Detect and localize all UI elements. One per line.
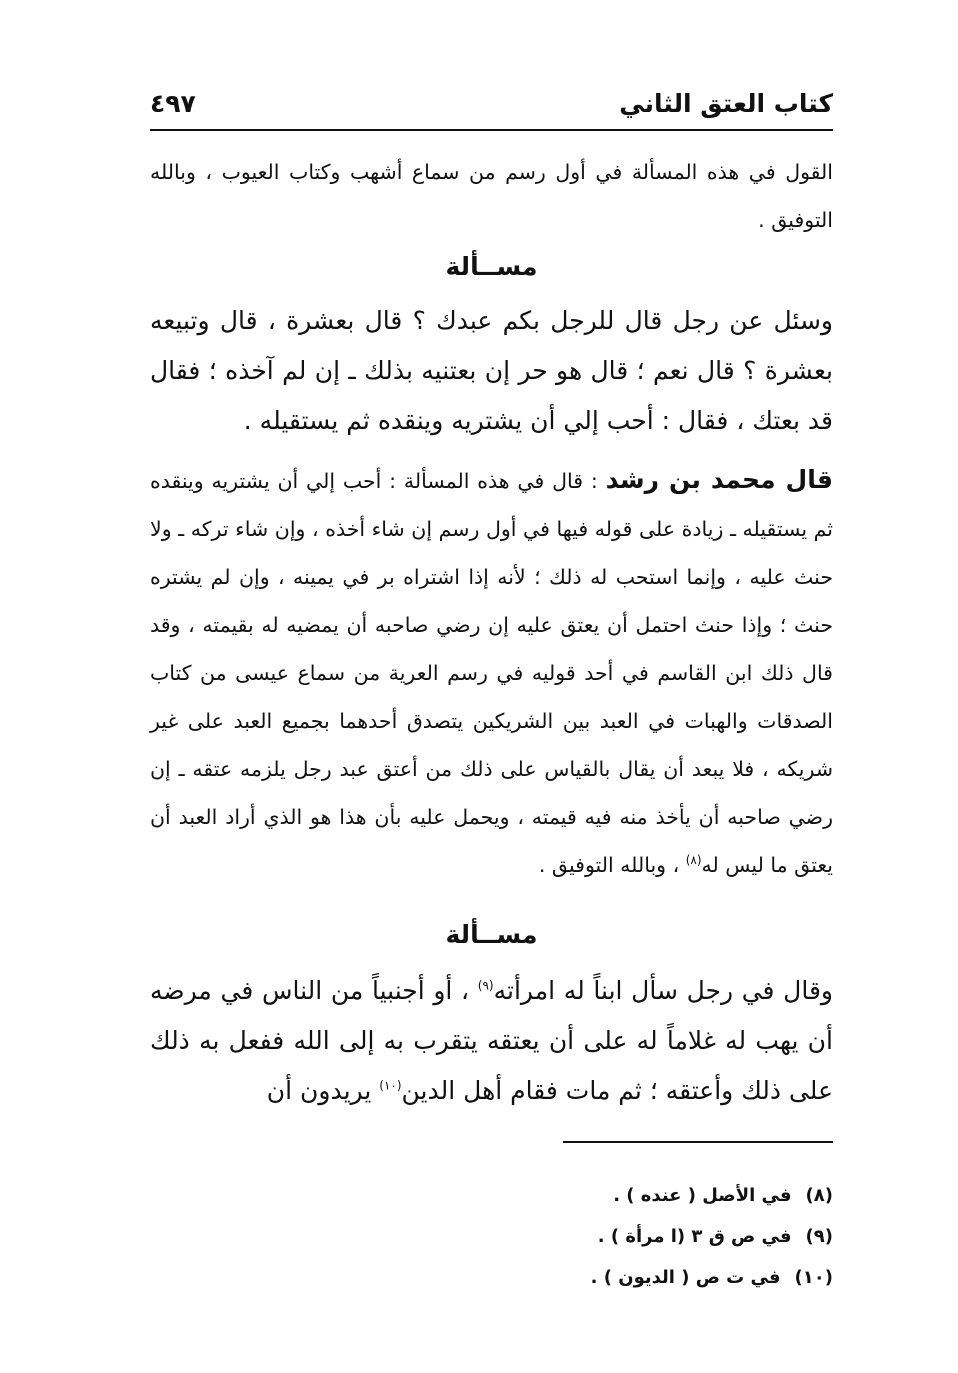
footnote-text: في الأصل ( عنده ) . — [613, 1185, 792, 1206]
footnote-number: (١٠) — [794, 1267, 833, 1288]
commentary-author: قال محمد بن رشد — [605, 465, 834, 494]
footnote-ref-10: (١٠) — [379, 1078, 402, 1093]
page-number: ٤٩٧ — [150, 89, 196, 118]
section-heading-1: مســألة — [445, 252, 538, 281]
footnote-item — [300, 1216, 833, 1257]
question-2-text-c: يريدون أن — [266, 1076, 380, 1105]
footnote-text: في ت ص ( الديون ) . — [590, 1267, 781, 1288]
footnote-number: (٨) — [805, 1185, 833, 1206]
running-title: كتاب العتق الثاني — [619, 89, 833, 118]
footnote-item — [300, 1175, 833, 1216]
footnote-separator — [563, 1141, 833, 1143]
footnote-ref-9: (٩) — [477, 978, 494, 993]
page-header — [150, 85, 833, 131]
footnote-ref-8: (٨) — [685, 853, 702, 868]
question-2-text-a: وقال في رجل سأل ابناً له امرأته — [493, 976, 833, 1005]
commentary-ending: ، وبالله التوفيق . — [538, 853, 686, 877]
footnote-text: في ص ق ٣ (ا مرأة ) . — [597, 1226, 792, 1247]
footnote-item — [300, 1257, 833, 1298]
question-paragraph-1: وسئل عن رجل قال للرجل بكم عبدك ؟ قال بعشرة ، قال وتبيعه بعشرة ؟ قال نعم ؛ قال هو حر إن بعتنيه بذلك ـ إن لم آخذه ؛ فقال قد بعتك ، فقال : أحب إلي أن يشتريه وينقده ثم يستقيله . — [150, 306, 833, 435]
footnotes — [300, 1175, 833, 1298]
question-2-text-b: ، أو أجنبياً من الناس في مرضه أن يهب له غلاماً له على أن يعتقه يتقرب به إلى الله ففعل به ذلك على ذلك وأعتقه ؛ ثم مات فقام أهل الدين — [150, 976, 833, 1105]
section-heading-2: مســألة — [445, 920, 538, 949]
commentary-text: : قال في هذه المسألة : أحب إلي أن يشتريه وينقده ثم يستقيله ـ زيادة على قوله فيها في أول رسم إن شاء أخذه ، وإن شاء تركه ـ ولا حنث عليه ، وإنما استحب له ذلك ؛ لأنه إذا اشتراه بر في يمينه ، وإن لم يشتره حنث ؛ وإذا حنث احتمل أن يعتق عليه إن رضي صاحبه أن يمضيه له بقيمته ، وقد قال ذلك ابن القاسم في أحد قوليه في رسم العرية من سماع عيسى من كتاب الصدقات والهبات في العبد بين الشريكين يتصدق أحدهما بجميع العبد على غير شريكه ، فلا يبعد أن يقال بالقياس على ذلك من أعتق عبد رجل يلزمه عتقه ـ إن رضي صاحبه أن يأخذ منه فيه قيمته ، ويحمل عليه بأن هذا هو الذي أراد العبد أن يعتق ما ليس له — [150, 469, 833, 877]
footnote-number: (٩) — [805, 1226, 833, 1247]
intro-paragraph: القول في هذه المسألة في أول رسم من سماع أشهب وكتاب العيوب ، وبالله التوفيق . — [150, 160, 833, 232]
commentary-paragraph — [150, 455, 833, 889]
question-paragraph-2 — [150, 966, 833, 1116]
